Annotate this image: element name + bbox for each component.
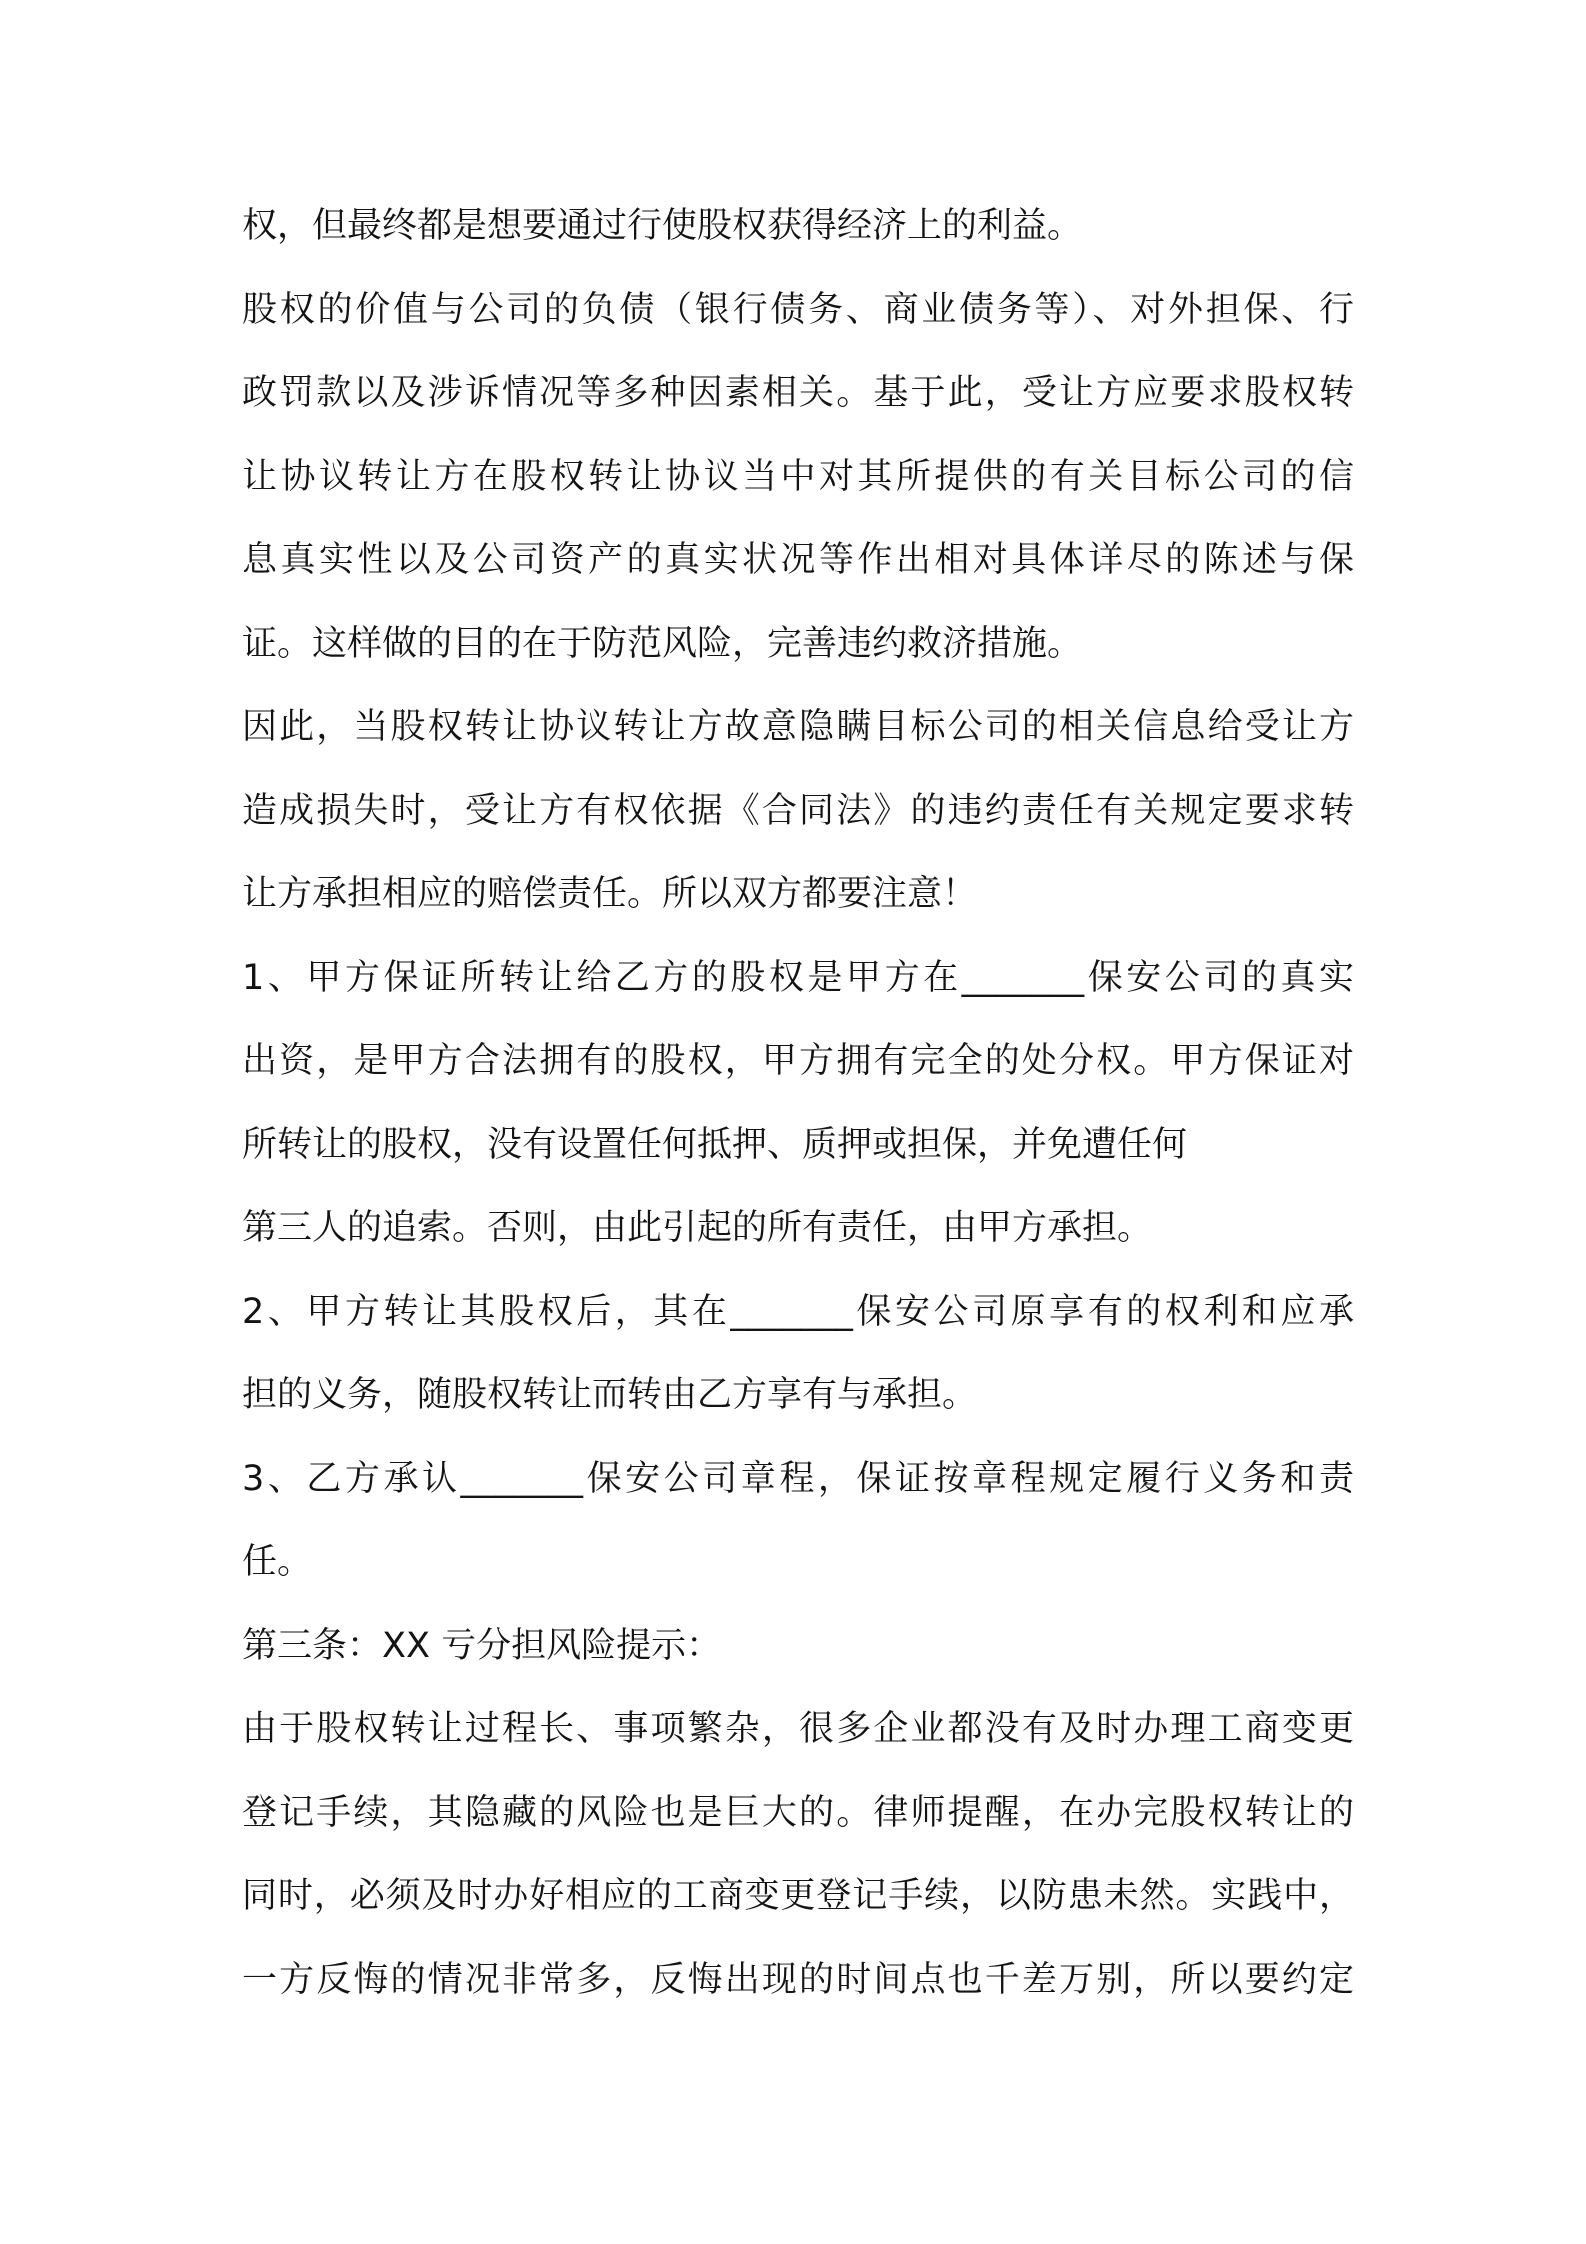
- paragraph: [242, 1438, 1354, 1605]
- paragraph: [242, 185, 1354, 269]
- section-heading: [242, 1605, 1354, 1689]
- text-line: 担的义务，随股权转让而转由乙方享有与承担。: [242, 1375, 978, 1415]
- text-line: 造成损失时，受让方有权依据《合同法》的违约责任有关规定要求转: [242, 790, 1354, 831]
- text-line: 1、甲方保证所转让给乙方的股权是甲方在_______保安公司的真实: [242, 957, 1354, 998]
- text-line: 2、甲方转让其股权后，其在_______保安公司原享有的权利和应承: [242, 1291, 1354, 1332]
- text-line: 政罚款以及涉诉情况等多种因素相关。基于此，受让方应要求股权转: [242, 373, 1354, 413]
- text-line: 第三人的追索。否则，由此引起的所有责任，由甲方承担。: [242, 1208, 1153, 1248]
- text-line: 权，但最终都是想要通过行使股权获得经济上的利益。: [242, 206, 1083, 246]
- text-line: 由于股权转让过程长、事项繁杂，很多企业都没有及时办理工商变更: [242, 1709, 1354, 1749]
- text-line: 3、乙方承认_______保安公司章程，保证按章程规定履行义务和责: [242, 1458, 1354, 1499]
- text-line: 所转让的股权，没有设置任何抵押、质押或担保，并免遭任何: [242, 1124, 1188, 1165]
- paragraph: [242, 937, 1354, 1188]
- paragraph: [242, 1688, 1354, 2022]
- document-body: [242, 185, 1354, 2022]
- text-line: 第三条：XX 亏分担风险提示：: [242, 1625, 722, 1666]
- text-line: 任。: [242, 1542, 313, 1582]
- text-line: 证。这样做的目的在于防范风险，完善违约救济措施。: [242, 623, 1083, 664]
- text-line: 登记手续，其隐藏的风险也是巨大的。律师提醒，在办完股权转让的: [242, 1792, 1354, 1833]
- text-line: 出资，是甲方合法拥有的股权，甲方拥有完全的处分权。甲方保证对: [242, 1041, 1354, 1081]
- paragraph: [242, 269, 1354, 687]
- text-line: 股权的价值与公司的负债（银行债务、商业债务等）、对外担保、行: [242, 289, 1354, 330]
- text-line: 同时，必须及时办好相应的工商变更登记手续，以防患未然。实践中，: [242, 1876, 1354, 1916]
- text-line: 让协议转让方在股权转让协议当中对其所提供的有关目标公司的信: [242, 456, 1354, 497]
- text-line: 因此，当股权转让协议转让方故意隐瞒目标公司的相关信息给受让方: [242, 707, 1354, 747]
- paragraph: [242, 686, 1354, 937]
- text-line: 一方反悔的情况非常多，反悔出现的时间点也千差万别，所以要约定: [242, 1959, 1354, 2000]
- paragraph: [242, 1187, 1354, 1271]
- text-line: 让方承担相应的赔偿责任。所以双方都要注意！: [242, 874, 978, 914]
- text-line: 息真实性以及公司资产的真实状况等作出相对具体详尽的陈述与保: [242, 540, 1354, 580]
- paragraph: [242, 1271, 1354, 1438]
